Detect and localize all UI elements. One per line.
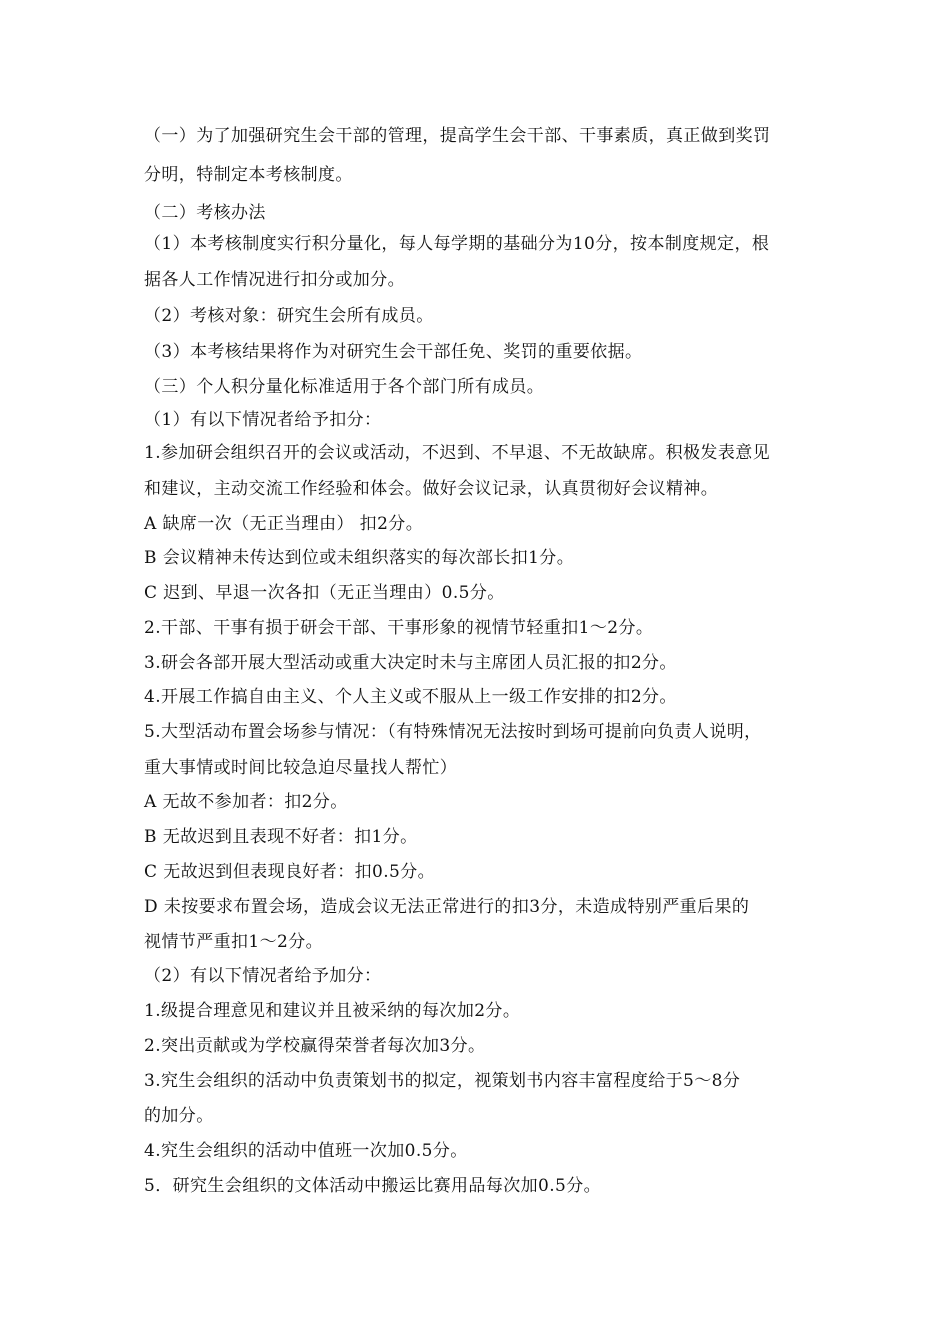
section-heading: （2）有以下情况者给予加分： (144, 966, 382, 986)
text-line: （1）有以下情况者给予扣分： (144, 410, 382, 430)
list-item: B 会议精神未传达到位或未组织落实的每次部长扣1分。 (144, 548, 575, 568)
text-line: 的加分。 (144, 1106, 214, 1126)
text-line: 和建议，主动交流工作经验和体会。做好会议记录，认真贯彻好会议精神。 (144, 479, 719, 499)
section-heading: （三）个人积分量化标准适用于各个部门所有成员。 (144, 377, 545, 397)
text-line: 重大事情或时间比较急迫尽量找人帮忙） (144, 758, 458, 778)
text-line: 据各人工作情况进行扣分或加分。 (144, 270, 405, 290)
text-line: （一）为了加强研究生会干部的管理，提高学生会干部、干事素质，真正做到奖罚 (144, 126, 771, 146)
list-item: B 无故迟到且表现不好者：扣1分。 (144, 827, 418, 847)
list-item: 5.大型活动布置会场参与情况：（有特殊情况无法按时到场可提前向负责人说明， (144, 722, 762, 742)
list-item: 3.究生会组织的活动中负责策划书的拟定，视策划书内容丰富程度给于5～8分 (144, 1071, 741, 1091)
list-item: 5．研究生会组织的文体活动中搬运比赛用品每次加0.5分。 (144, 1176, 602, 1196)
list-item: 4.究生会组织的活动中值班一次加0.5分。 (144, 1141, 468, 1161)
text-line: （2）考核对象：研究生会所有成员。 (144, 306, 434, 326)
list-item: D 未按要求布置会场，造成会议无法正常进行的扣3分，未造成特别严重后果的 (144, 897, 750, 917)
list-item: 4.开展工作搞自由主义、个人主义或不服从上一级工作安排的扣2分。 (144, 687, 677, 707)
list-item: A 缺席一次（无正当理由） 扣2分。 (144, 514, 424, 534)
list-item: 1.级提合理意见和建议并且被采纳的每次加2分。 (144, 1001, 521, 1021)
list-item: 3.研会各部开展大型活动或重大决定时未与主席团人员汇报的扣2分。 (144, 653, 677, 673)
text-line: （1）本考核制度实行积分量化，每人每学期的基础分为10分，按本制度规定，根 (144, 234, 770, 254)
list-item: 2.突出贡献或为学校赢得荣誉者每次加3分。 (144, 1036, 486, 1056)
text-line: 分明，特制定本考核制度。 (144, 165, 353, 185)
section-heading: （二）考核办法 (144, 203, 266, 223)
text-line: 1.参加研会组织召开的会议或活动，不迟到、不早退、不无故缺席。积极发表意见 (144, 443, 771, 463)
text-line: （3）本考核结果将作为对研究生会干部任免、奖罚的重要依据。 (144, 342, 643, 362)
list-item: C 迟到、早退一次各扣（无正当理由）0.5分。 (144, 583, 505, 603)
list-item: C 无故迟到但表现良好者：扣0.5分。 (144, 862, 436, 882)
list-item: 2.干部、干事有损于研会干部、干事形象的视情节轻重扣1～2分。 (144, 618, 654, 638)
text-line: 视情节严重扣1～2分。 (144, 932, 324, 952)
list-item: A 无故不参加者：扣2分。 (144, 792, 348, 812)
